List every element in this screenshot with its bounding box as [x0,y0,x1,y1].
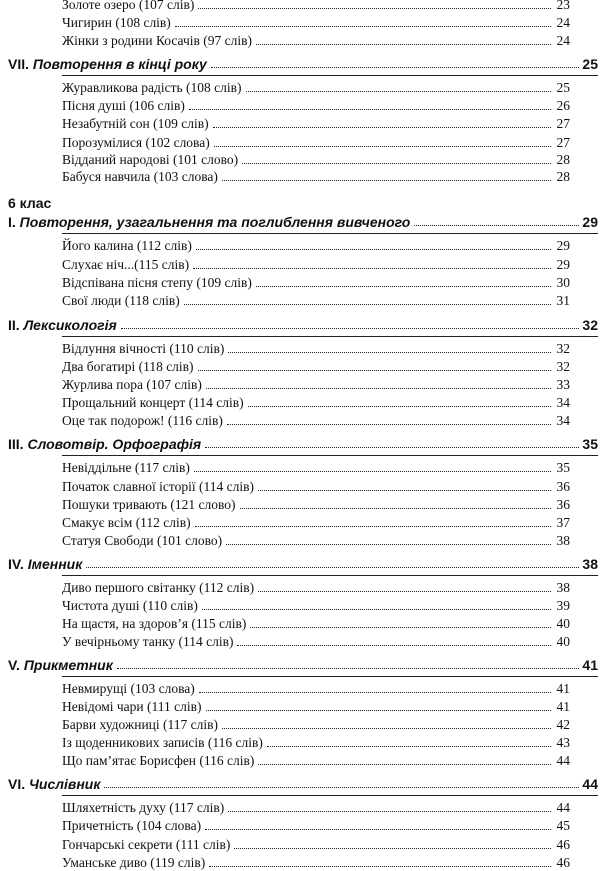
section-rule [62,455,598,456]
toc-entry [62,800,570,816]
section-rule [62,75,598,76]
page-number: 37 [556,515,570,530]
section-number: VII. [8,56,33,72]
page-number: 36 [556,479,570,494]
dot-leader [227,424,551,425]
entry-title: Відспівана пісня степу (109 слів) [62,275,252,290]
page-number: 34 [556,413,570,428]
dot-leader [234,848,551,849]
page-number: 26 [556,98,570,113]
entry-title: Його калина (112 слів) [62,238,192,253]
section-name: Повторення, узагальнення та поглиблення вивченого [19,214,411,230]
grade-heading: 6 клас [8,195,52,211]
dot-leader [211,67,579,68]
toc-entry [62,33,570,49]
section-name: Лексикологія [23,317,117,333]
dot-leader [195,526,551,527]
dot-leader [256,286,551,287]
entry-title: Невідомі чари (111 слів) [62,699,202,714]
section-name: Прикметник [23,657,113,673]
entry-title: Невіддільне (117 слів) [62,460,190,475]
dot-leader [228,811,551,812]
entry-title: Смакує всім (112 слів) [62,515,191,530]
dot-leader [86,567,579,568]
entry-title: Пошуки тривають (121 слово) [62,497,236,512]
entry-title: Слухає ніч...(115 слів) [62,257,190,272]
entry-title: Що пам’ятає Борисфен (116 слів) [62,753,255,768]
dot-leader [209,866,551,867]
dot-leader [240,508,552,509]
section-name: Іменник [27,556,83,572]
entry-title: Два богатирі (118 слів) [62,359,194,374]
section-name: Числівник [29,776,101,792]
dot-leader [205,829,551,830]
toc-entry [62,359,570,375]
dot-leader [205,447,579,448]
page-number: 23 [556,0,570,12]
page-number: 35 [556,460,570,475]
dot-leader [258,490,551,491]
dot-leader [206,388,551,389]
page-number: 25 [556,80,570,95]
toc-entry [62,293,570,309]
section-number: III. [8,436,28,452]
dot-leader [226,544,551,545]
section-number: I. [8,214,20,230]
dot-leader [222,180,551,181]
dot-leader [196,249,551,250]
entry-title: Шляхетність духу (117 слів) [62,800,225,815]
dot-leader [175,26,551,27]
dot-leader [228,352,551,353]
page-number: 41 [556,681,570,696]
toc-section [8,317,598,333]
dot-leader [258,764,551,765]
toc-entry [62,479,570,495]
page-number: 31 [556,293,570,308]
section-name: Словотвір. Орфографія [27,436,202,452]
page-number: 24 [556,33,570,48]
dot-leader [267,746,551,747]
toc-entry [62,533,570,549]
section-rule [62,336,598,337]
toc-entry [62,0,570,13]
page-number: 27 [556,116,570,131]
toc-section [8,56,598,72]
entry-title: Гончарські секрети (111 слів) [62,837,231,852]
page-number: 41 [582,657,598,673]
page-number: 39 [556,598,570,613]
toc-section [8,657,598,673]
dot-leader [104,787,579,788]
toc-entry [62,169,570,185]
page-number: 34 [556,395,570,410]
entry-title: Статуя Свободи (101 слово) [62,533,223,548]
entry-title: Оце так подорож! (116 слів) [62,413,223,428]
toc-entry [62,753,570,769]
dot-leader [184,304,551,305]
page-number: 44 [556,800,570,815]
page-number: 41 [556,699,570,714]
toc-entry [62,413,570,429]
page-number: 29 [556,257,570,272]
page-number: 33 [556,377,570,392]
dot-leader [246,91,551,92]
page-number: 32 [556,341,570,356]
dot-leader [198,370,551,371]
page-number: 46 [556,837,570,852]
toc-entry [62,497,570,513]
toc-entry [62,681,570,697]
entry-title: Журлива пора (107 слів) [62,377,202,392]
section-title [8,556,82,572]
entry-title: Бабуся навчила (103 слова) [62,169,218,184]
section-rule [62,676,598,677]
dot-leader [248,406,551,407]
entry-title: Порозумілися (102 слова) [62,135,210,150]
page-number: 44 [556,753,570,768]
dot-leader [256,44,551,45]
page-number: 38 [556,580,570,595]
entry-title: Незабутній сон (109 слів) [62,116,209,131]
dot-leader [213,127,551,128]
toc-entry [62,341,570,357]
section-number: V. [8,657,24,673]
toc-entry [62,15,570,31]
dot-leader [194,471,551,472]
toc-entry [62,717,570,733]
toc-section [8,556,598,572]
page-number: 32 [556,359,570,374]
page-number: 35 [582,436,598,452]
page-number: 44 [582,776,598,792]
page-number: 40 [556,634,570,649]
section-rule [62,233,598,234]
section-title [8,436,201,452]
page-number: 43 [556,735,570,750]
section-title [8,56,207,72]
dot-leader [206,710,552,711]
toc-entry [62,275,570,291]
entry-title: Золоте озеро (107 слів) [62,0,195,12]
toc-entry [62,699,570,715]
entry-title: Прощальний концерт (114 слів) [62,395,244,410]
entry-title: Початок славної історії (114 слів) [62,479,254,494]
dot-leader [258,591,551,592]
page-number: 29 [556,238,570,253]
toc-entry [62,377,570,393]
entry-title: Причетність (104 слова) [62,818,202,833]
dot-leader [202,609,551,610]
toc-entry [62,98,570,114]
dot-leader [214,146,551,147]
toc-entry [62,238,570,254]
dot-leader [242,163,551,164]
page-number: 36 [556,497,570,512]
section-number: VI. [8,776,30,792]
page-number: 42 [556,717,570,732]
toc-entry [62,395,570,411]
section-rule [62,795,598,796]
toc-entry [62,818,570,834]
toc-entry [62,116,570,132]
section-number: II. [8,317,24,333]
section-title [8,776,100,792]
section-title [8,214,410,230]
toc-entry [62,735,570,751]
toc-entry [62,634,570,650]
entry-title: Чигирин (108 слів) [62,15,171,30]
page-number: 27 [556,135,570,150]
page-number: 45 [556,818,570,833]
toc-entry [62,257,570,273]
entry-title: Диво першого світанку (112 слів) [62,580,255,595]
page-number: 40 [556,616,570,631]
dot-leader [199,692,551,693]
entry-title: Барви художниці (117 слів) [62,717,218,732]
entry-title: Жінки з родини Косачів (97 слів) [62,33,253,48]
page-number: 29 [582,214,598,230]
entry-title: Уманське диво (119 слів) [62,855,206,870]
entry-title: Відданий народові (101 слово) [62,152,239,167]
toc-entry [62,515,570,531]
section-number: IV. [8,556,28,572]
dot-leader [222,728,551,729]
entry-title: Журавликова радість (108 слів) [62,80,242,95]
page-number: 38 [556,533,570,548]
section-name: Повторення в кінці року [32,56,207,72]
entry-title: Свої люди (118 слів) [62,293,180,308]
entry-title: На щастя, на здоров’я (115 слів) [62,616,247,631]
toc-entry [62,80,570,96]
toc-entry [62,580,570,596]
page-number: 32 [582,317,598,333]
section-rule [62,575,598,576]
dot-leader [414,225,579,226]
toc-section [8,776,598,792]
dot-leader [189,109,551,110]
page-number: 28 [556,152,570,167]
page-number: 30 [556,275,570,290]
dot-leader [121,328,579,329]
entry-title: Чистота душі (110 слів) [62,598,198,613]
toc-entry [62,135,570,151]
page-number: 38 [582,556,598,572]
entry-title: У вечірньому танку (114 слів) [62,634,234,649]
dot-leader [250,627,551,628]
toc-entry [62,152,570,168]
section-title [8,317,117,333]
toc-section [8,214,598,230]
entry-title: Із щоденникових записів (116 слів) [62,735,263,750]
section-title [8,657,113,673]
dot-leader [193,268,551,269]
dot-leader [117,668,579,669]
toc-entry [62,598,570,614]
page-number: 28 [556,169,570,184]
toc-entry [62,837,570,853]
toc-entry [62,460,570,476]
entry-title: Відлуння вічності (110 слів) [62,341,225,356]
page-number: 25 [582,56,598,72]
dot-leader [198,8,551,9]
entry-title: Пісня душі (106 слів) [62,98,185,113]
toc-section [8,436,598,452]
page-number: 46 [556,855,570,870]
entry-title: Невмирущі (103 слова) [62,681,195,696]
dot-leader [237,645,551,646]
page-number: 24 [556,15,570,30]
toc-entry [62,616,570,632]
